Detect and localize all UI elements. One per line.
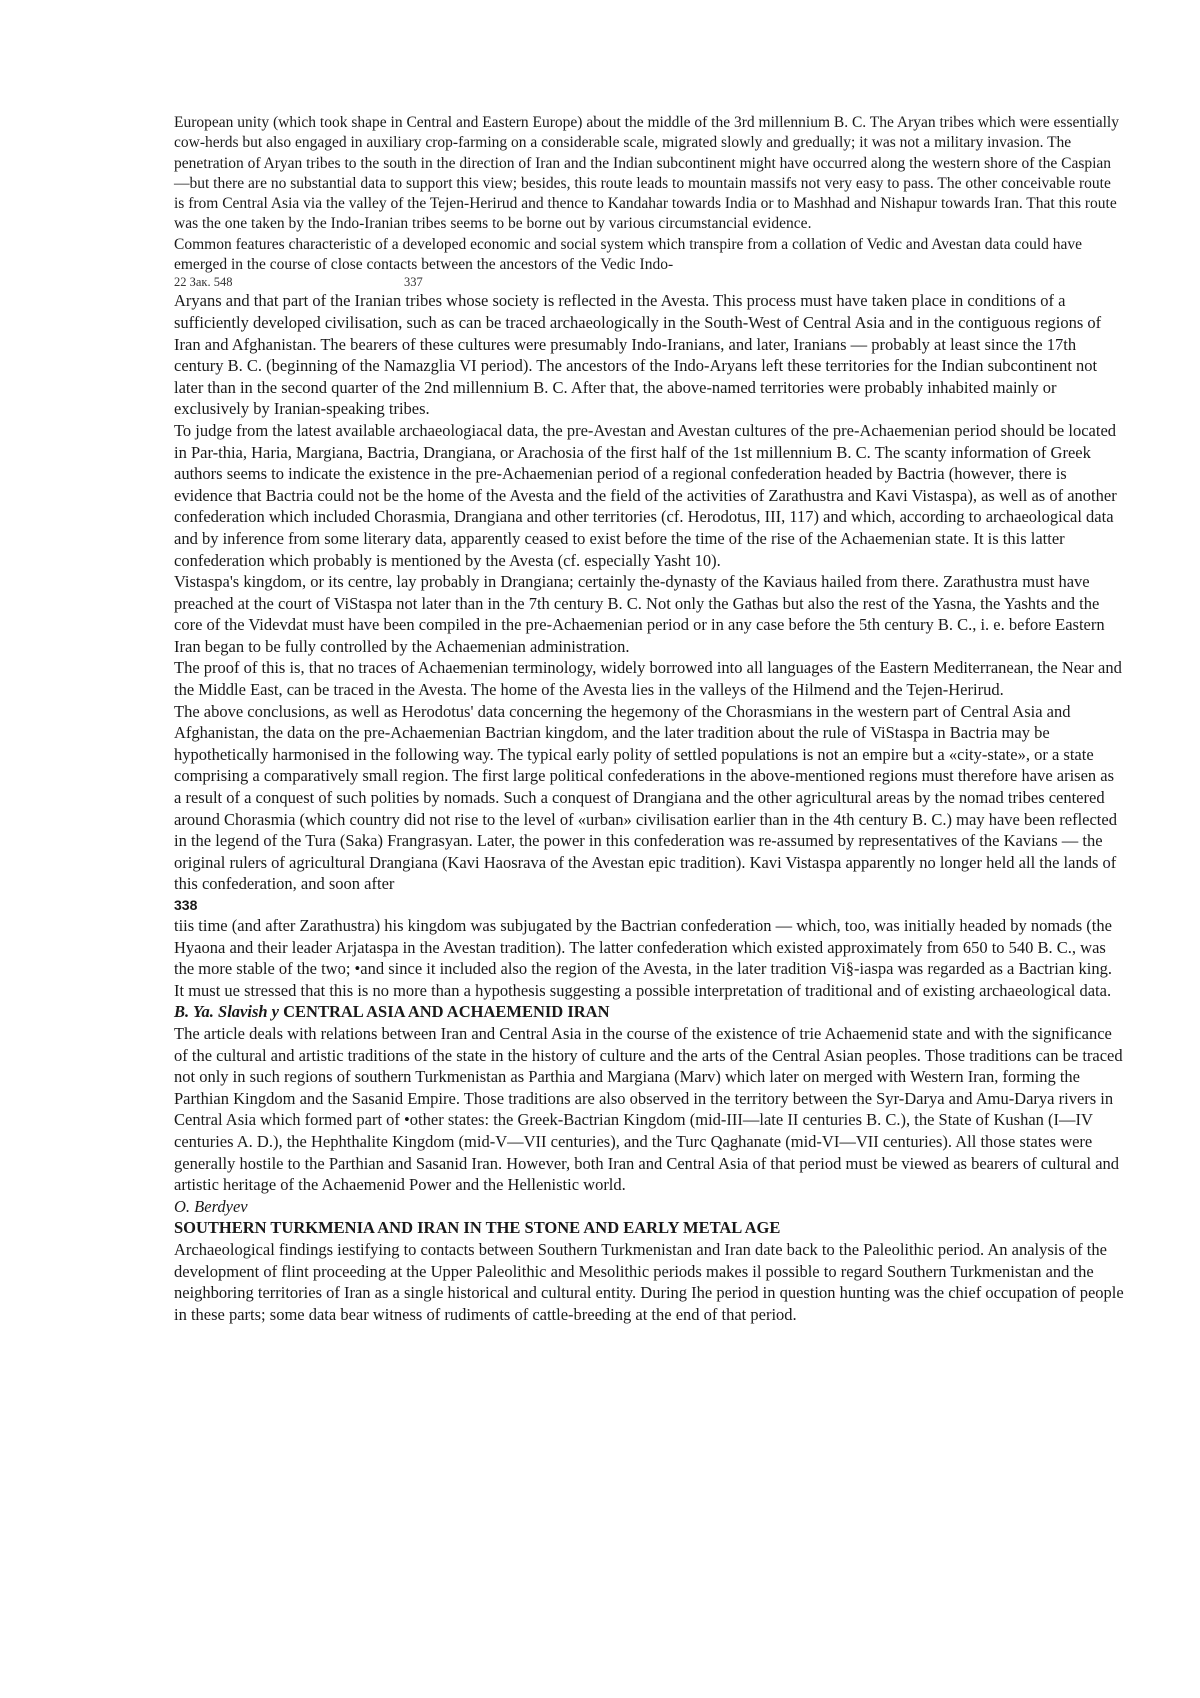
paragraph: To judge from the latest available archaeologiacal data, the pre-Avestan and Avestan cultures of the pre-Achaemenian period should be located in Par-thia, Haria, Margiana, Bactria, Drangiana, or Arachosia of the first half of the 1st millennium B. C. The scanty information of Greek authors seems to indicate the existence in the pre-Achaemenian period of a regional confederation headed by Bactria (however, there is evidence that Bactria could not be the home of the Avesta and the field of the activities of Zarathustra and Kavi Vistaspa), as well as of another confederation which included Chorasmia, Drangiana and other territories (cf. Herodotus, III, 117) and which, according to archaeological data and by inference from some literary data, apparently ceased to exist before the time of the rise of the Achaemenian state. It is this latter confederation which probably is mentioned by the Avesta (cf. especially Yasht 10). bbox=[174, 420, 1117, 570]
paragraph: Common features characteristic of a developed economic and social system which transpire from a collation of Vedic and Avestan data could have emerged in the course of close contacts between the ancestors of the Vedic Indo- bbox=[174, 235, 1083, 274]
article-title: SOUTHERN TURKMENIA AND IRAN IN THE STONE AND EARLY METAL AGE bbox=[174, 1218, 781, 1238]
page-number: 337 bbox=[404, 275, 423, 290]
paragraph: The proof of this is, that no traces of Achaemenian terminology, widely borrowed into all languages of the Eastern Mediterranean, the Near and the Middle East, can be traced in the Avesta. The home of the Avesta lies in the valleys of the Hilmend and the Tejen-Herirud. bbox=[174, 658, 1122, 700]
text-column bbox=[174, 113, 1124, 1325]
top-block bbox=[174, 113, 1124, 290]
article-author: B. Ya. Slavish y bbox=[174, 1002, 279, 1022]
page-number: 338 bbox=[174, 897, 198, 913]
main-block bbox=[174, 290, 1124, 1325]
paragraph: Vistaspa's kingdom, or its centre, lay probably in Drangiana; certainly the-dynasty of the Kaviaus hailed from there. Zarathustra must have preached at the court of ViStaspa not later than in the 7th century B. C. Not only the Gathas but also the rest of the Yasna, the Yashts and the core of the Videvdat must have been compiled in the pre-Achaemenian period or in any case before the 5th century B. C., i. e. before Eastern Iran began to be fully controlled by the Achaemenian administration. bbox=[174, 572, 1105, 656]
article-abstract: Archaeological findings iestifying to contacts between Southern Turkmenistan and Iran date back to the Paleolithic period. An analysis of the development of flint proceeding at the Upper Paleolithic and Mesolithic periods makes il possible to regard Southern Turkmenistan and the neighboring territories of Iran as a single historical and cultural entity. During Ihe period in question hunting was the chief occupation of people in these parts; some data bear witness of rudiments of cattle-breeding at the end of that period. bbox=[174, 1239, 1124, 1324]
article-title: CENTRAL ASIA AND ACHAEMENID IRAN bbox=[283, 1002, 610, 1022]
printer-signature: 22 Зак. 548 bbox=[174, 275, 233, 290]
paragraph: Aryans and that part of the Iranian tribes whose society is reflected in the Avesta. This process must have taken place in conditions of a sufficiently developed civilisation, such as can be traced archaeologically in the South-West of Central Asia and in the contiguous regions of Iran and Afghanistan. The bearers of these cultures were presumably Indo-Iranians, and later, Iranians — probably at least since the 17th century B. C. (beginning of the Namazglia VI period). The ancestors of the Indo-Aryans left these territories for the Indian subcontinent not later than in the second quarter of the 2nd millennium B. C. After that, the above-named territories were probably inhabited mainly or exclusively by Iranian-speaking tribes. bbox=[174, 291, 1102, 419]
article-author: O. Berdyev bbox=[174, 1196, 248, 1216]
signature-line bbox=[174, 275, 1124, 290]
paragraph: The above conclusions, as well as Herodotus' data concerning the hegemony of the Chorasmians in the western part of Central Asia and Afghanistan, the data on the pre-Achaemenian Bactrian kingdom, and the later tradition about the rule of ViStaspa in Bactria may be hypothetically harmonised in the following way. The typical early polity of settled populations is not an empire but a «city-state», or a state comprising a comparatively small region. The first large political confederations in the above-mentioned regions must therefore have arisen as a result of a conquest of such polities by nomads. Such a conquest of Drangiana and the other agricultural areas by the nomad tribes centered around Chorasmia (which country did not rise to the level of «urban» civilisation earlier than in the 4th century B. C.) may have been reflected in the legend of the Tura (Saka) Frangrasyan. Later, the power in this confederation was re-assumed by representatives of the Kavians — the original rulers of agricultural Drangiana (Kavi Haosrava of the Avestan epic tradition). Kavi Vistaspa apparently no longer held all the lands of this confederation, and soon after bbox=[174, 701, 1117, 894]
paragraph: European unity (which took shape in Central and Eastern Europe) about the middle of the 3rd millennium B. C. The Aryan tribes which were essentially cow-herds but also engaged in auxiliary crop-farming on a considerable scale, migrated slowly and gredually; it was not a military invasion. The penetration of Aryan tribes to the south in the direction of Iran and the Indian subcontinent might have occurred along the western shore of the Caspian—but there are no substantial data to support this view; besides, this route leads to mountain massifs not very easy to pass. The other conceivable route is from Central Asia via the valley of the Tejen-Herirud and thence to Kandahar towards India or to Mashhad and Nishapur towards Iran. That this route was the one taken by the Indo-Iranian tribes seems to be borne out by various circumstancial evidence. bbox=[174, 114, 1119, 233]
article-abstract: The article deals with relations between Iran and Central Asia in the course of the existence of trie Achaemenid state and with the significance of the cultural and artistic traditions of the state in the history of culture and the arts of the Central Asian peoples. Those traditions can be traced not only in such regions of southern Turkmenistan as Parthia and Margiana (Marv) which later on merged with Western Iran, forming the Parthian Kingdom and the Sasanid Empire. Those traditions are also observed in the territory between the Syr-Darya and Amu-Darya rivers in Central Asia which formed part of •other states: the Greek-Bactrian Kingdom (mid-III—late II centuries B. C.), the State of Kushan (I—IV centuries A. D.), the Hephthalite Kingdom (mid-V—VII centuries), and the Turc Qaghanate (mid-VI—VII centuries). All those states were generally hostile to the Parthian and Sasanid Iran. However, both Iran and Central Asia of that period must be viewed as bearers of cultural and artistic heritage of the Achaemenid Power and the Hellenistic world. bbox=[174, 1023, 1123, 1195]
paragraph: It must ue stressed that this is no more than a hypothesis suggesting a possible interpretation of traditional and of existing archaeological data. bbox=[174, 980, 1112, 1000]
article-heading bbox=[174, 1001, 1124, 1023]
paragraph: tiis time (and after Zarathustra) his kingdom was subjugated by the Bactrian confederation — which, too, was initially headed by nomads (the Hyaona and their leader Arjataspa in the Avestan tradition). The latter confederation which existed approximately from 650 to 540 B. C., was the more stable of the two; •and since it included also the region of the Avesta, in the later tradition Vi§-iaspa was regarded as a Bactrian king. bbox=[174, 916, 1112, 979]
